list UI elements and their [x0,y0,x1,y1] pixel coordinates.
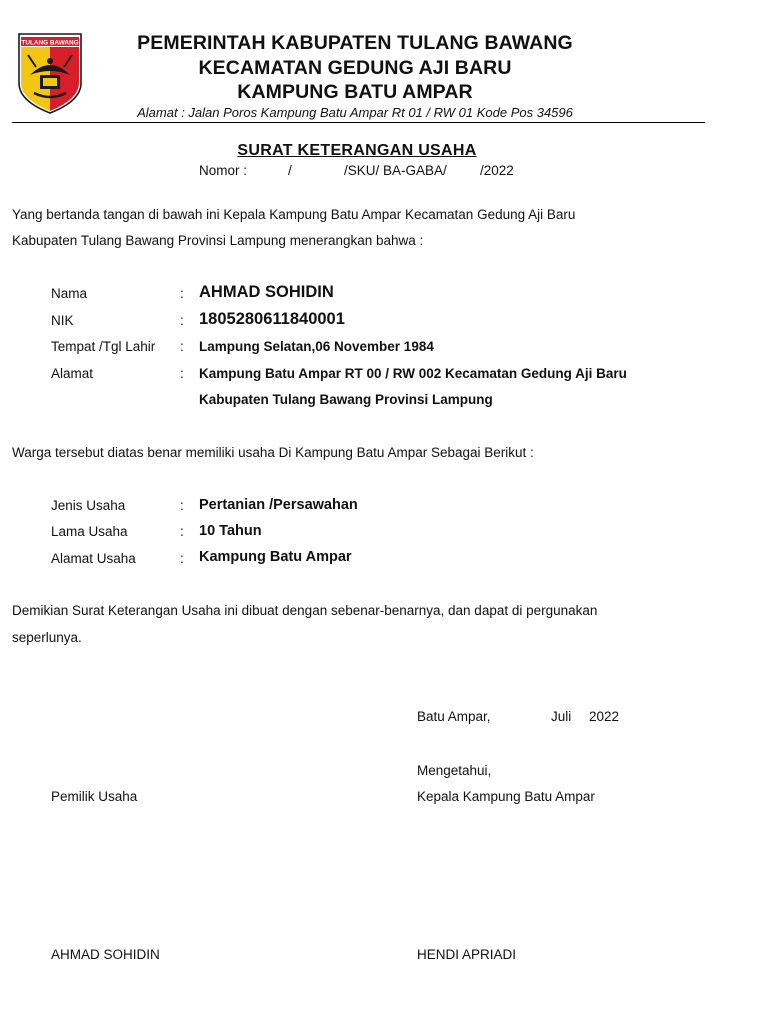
intro-line-2: Kabupaten Tulang Bawang Provinsi Lampung menerangkan bahwa : [12,233,424,248]
intro-line-1: Yang bertanda tangan di bawah ini Kepala Kampung Batu Ampar Kecamatan Gedung Aji Baru [12,207,576,222]
ttl-label: Tempat /Tgl Lahir [51,339,156,354]
nomor-label: Nomor : [199,163,248,178]
lama-usaha-colon: : [180,524,184,539]
pemilik-name: AHMAD SOHIDIN [51,947,160,962]
kepala-name: HENDI APRIADI [417,947,517,962]
ttl-colon: : [180,339,184,354]
alamat-value-line-1: Kampung Batu Ampar RT 00 / RW 002 Kecamatan Gedung Aji Baru [199,366,627,381]
alamat-usaha-value: Kampung Batu Ampar [199,549,352,565]
closing-line-1: Demikian Surat Keterangan Usaha ini dibuat dengan sebenar-benarnya, dan dapat di pergunakan [12,603,598,618]
jenis-usaha-value: Pertanian /Persawahan [199,497,358,513]
pemilik-title: Pemilik Usaha [51,789,138,804]
nik-colon: : [180,313,184,328]
warga-statement: Warga tersebut diatas benar memiliki usaha Di Kampung Batu Ampar Sebagai Berikut : [12,445,534,460]
header-village-line: KAMPUNG BATU AMPAR [237,81,473,103]
nomor-year: /2022 [480,163,514,178]
alamat-value-line-2: Kabupaten Tulang Bawang Provinsi Lampung [199,392,493,407]
nama-value: AHMAD SOHIDIN [199,283,334,301]
signature-year: 2022 [589,709,620,724]
lama-usaha-label: Lama Usaha [51,524,128,539]
nik-value: 1805280611840001 [199,310,345,328]
emblem-banner-text: TULANG BAWANG [21,39,79,47]
header-district-line: KECAMATAN GEDUNG AJI BARU [198,57,512,79]
jenis-usaha-colon: : [180,498,184,513]
alamat-usaha-label: Alamat Usaha [51,551,136,566]
signature-place: Batu Ampar, [417,709,491,724]
alamat-label: Alamat [51,366,94,381]
nama-label: Nama [51,286,88,301]
alamat-usaha-colon: : [180,551,184,566]
lama-usaha-value: 10 Tahun [199,523,262,539]
alamat-colon: : [180,366,184,381]
nomor-slash: / [288,163,292,178]
nik-label: NIK [51,313,74,328]
nomor-code: /SKU/ BA-GABA/ [344,163,447,178]
ttl-value: Lampung Selatan,06 November 1984 [199,339,434,354]
header-government-line: PEMERINTAH KABUPATEN TULANG BAWANG [137,32,573,54]
signature-month: Juli [551,709,572,724]
nama-colon: : [180,286,184,301]
mengetahui-label: Mengetahui, [417,763,492,778]
letter-title: SURAT KETERANGAN USAHA [237,142,477,159]
kepala-title: Kepala Kampung Batu Ampar [417,789,595,804]
closing-line-2: seperlunya. [12,630,82,645]
header-divider [12,122,705,123]
header-address: Alamat : Jalan Poros Kampung Batu Ampar Rt 01 / RW 01 Kode Pos 34596 [137,105,573,120]
jenis-usaha-label: Jenis Usaha [51,498,126,513]
